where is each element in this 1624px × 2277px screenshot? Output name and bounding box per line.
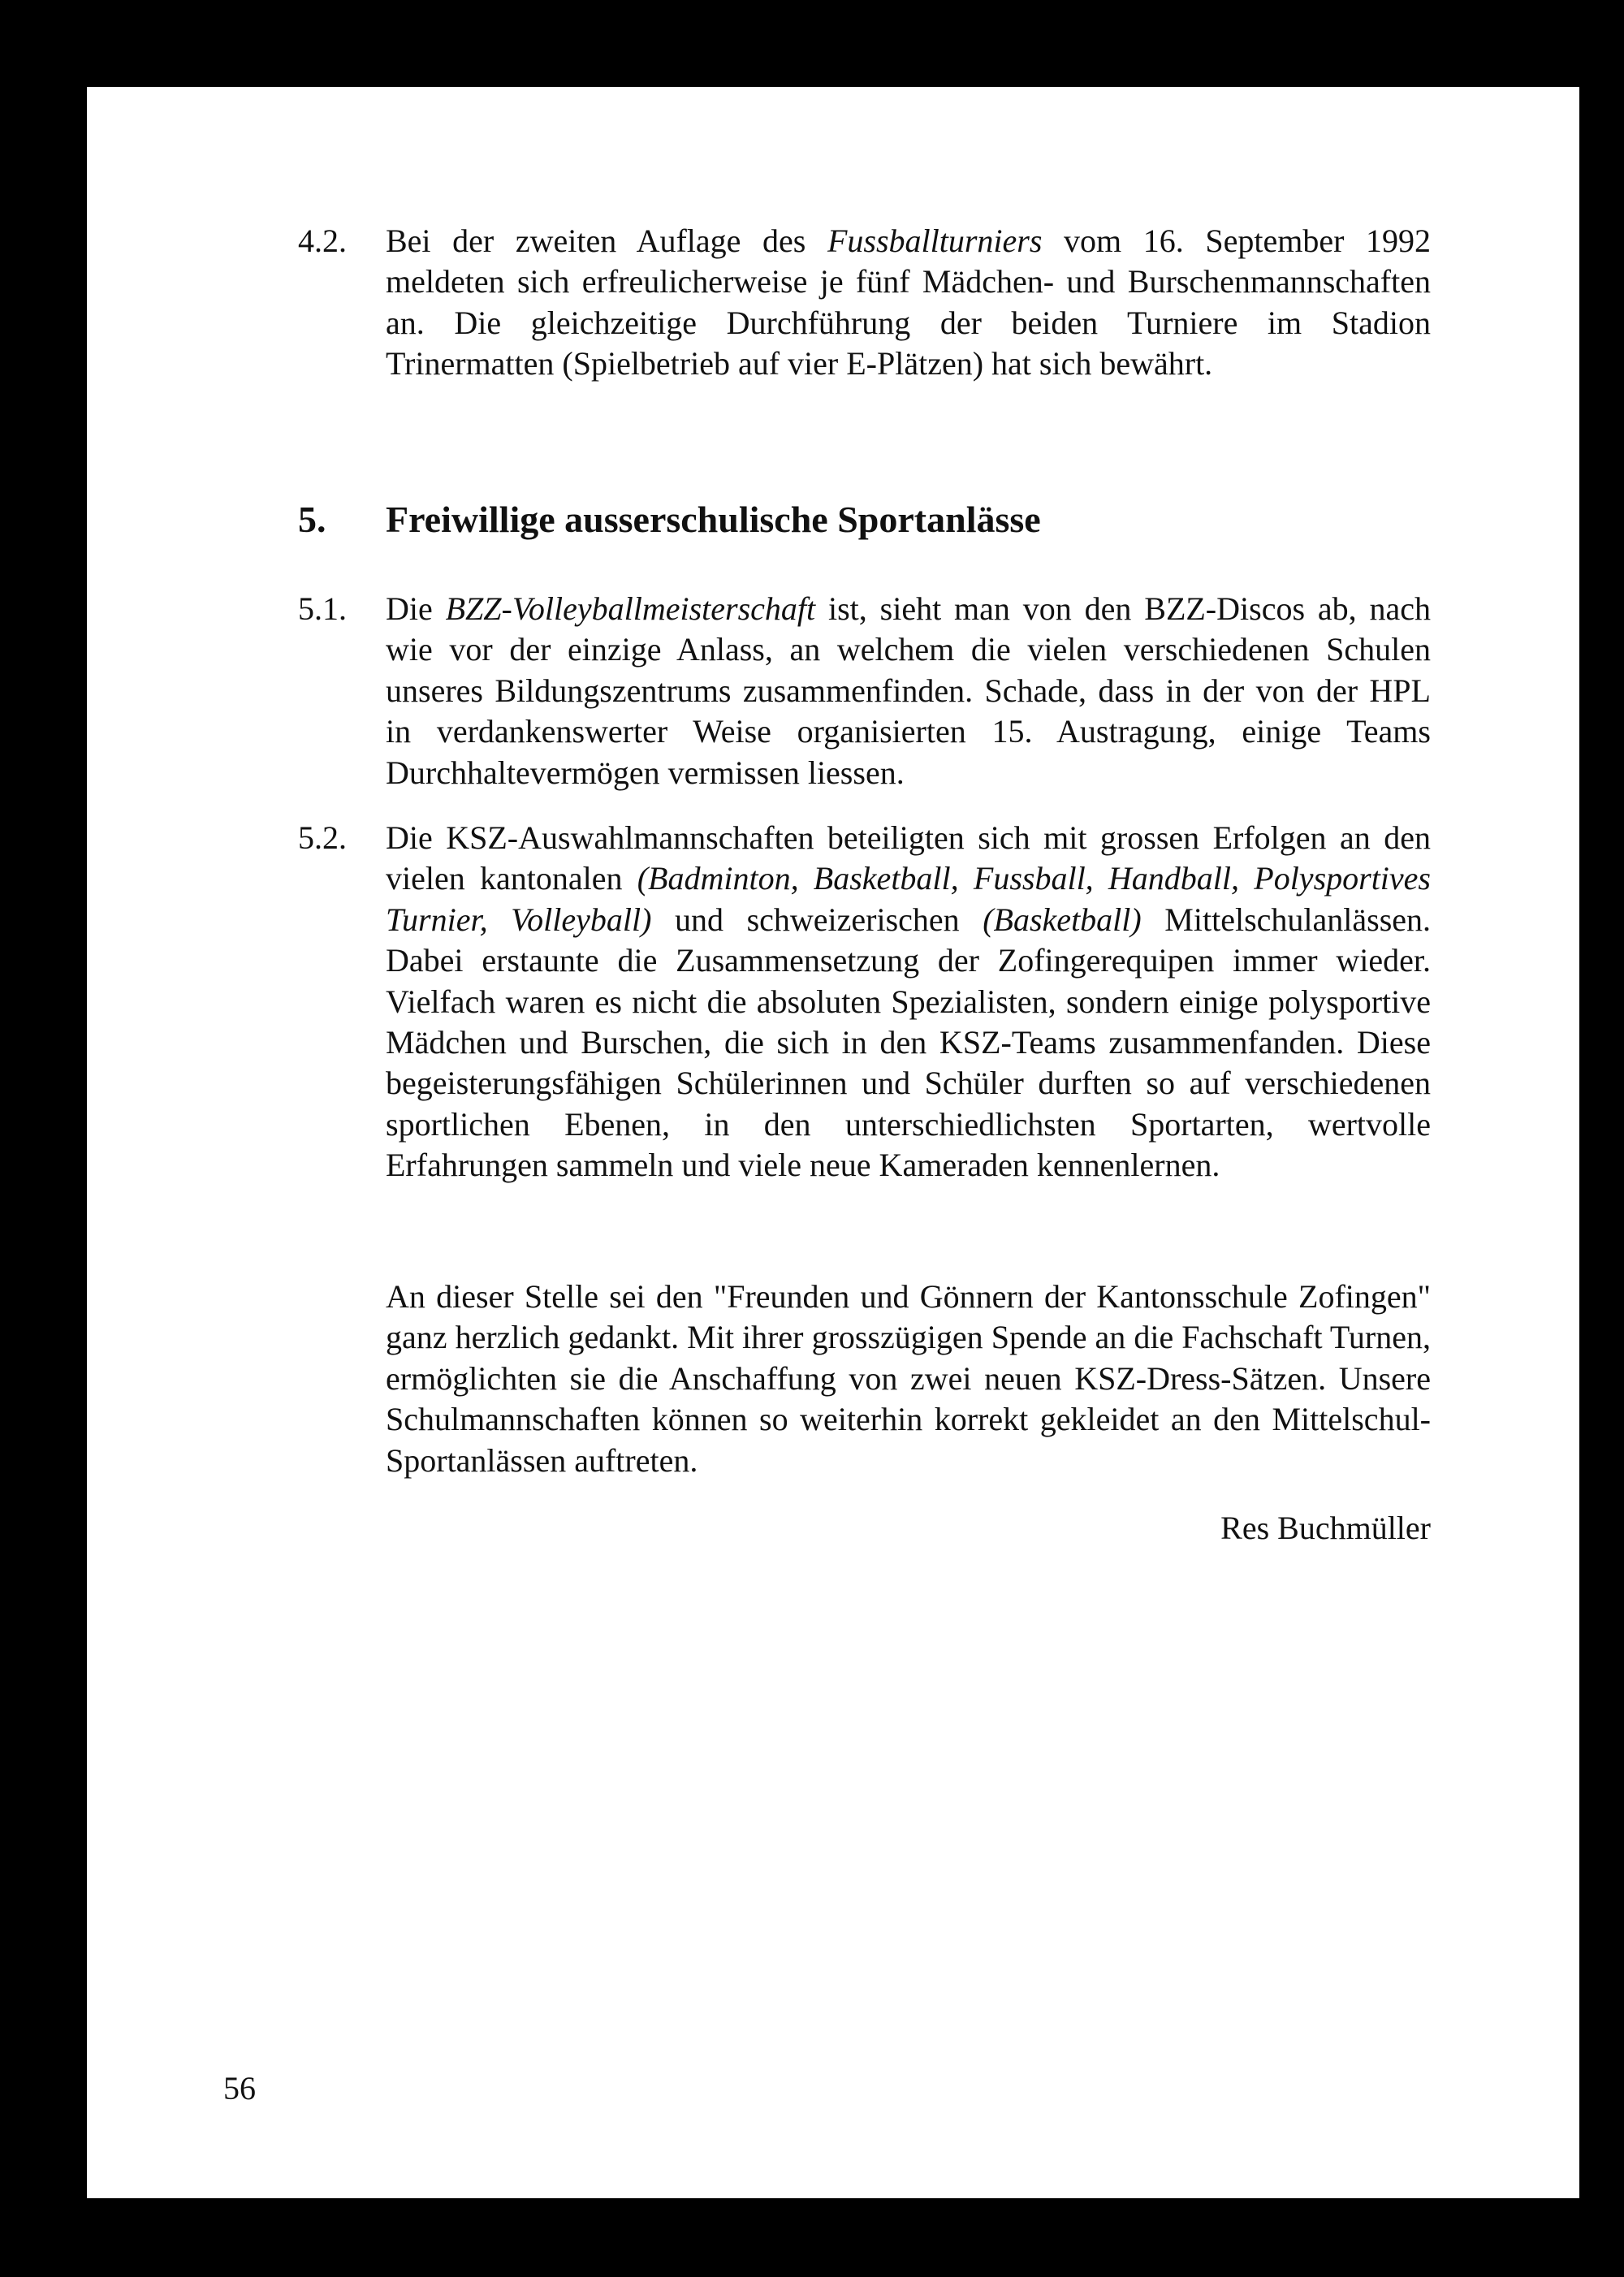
section-number: 5.2. [298,819,347,856]
section-5-heading [298,497,1431,542]
closing-paragraph: An dieser Stelle sei den "Freunden und Gönnern der Kantonsschule Zofingen" ganz herzlich gedankt. Mit ihrer grosszügigen Spende an die Fachschaft Turnen, ermöglichten sie die Anschaffung von zwei neuen KSZ-Dress-Sätzen. Unsere Schulmannschaften können so weiterhin korrekt gekleidet an den Mittelschul-Sportanlässen auftreten. [386,1278,1431,1479]
text-run: Die KSZ-Auswahlmannschaften beteiligten sich mit grossen Erfolgen an den vielen kantonalen [386,819,1431,897]
author-signature: Res Buchmüller [1220,1510,1431,1546]
section-number: 4.2. [298,223,347,259]
section-text [386,818,1431,1186]
section-4-2 [298,221,1431,385]
italic-run: (Badminton, Basketball, Fussball, Handball, Polysportives Turnier, Volleyball) [386,860,1431,938]
text-run: vom 16. September 1992 meldeten sich erfreulicherweise je fünf Mädchen- und Burschenmannschaften an. Die gleichzeitige Durchführung der beiden Turniere im Stadion Trinermatten (Spielbetrieb auf vier E-Plätzen) hat sich bewährt. [386,223,1432,382]
document-page [87,87,1579,2198]
text-run: Bei der zweiten Auflage des [386,223,827,259]
page-number: 56 [223,2070,256,2106]
text-run: Mittelschulanlässen. Dabei erstaunte die Zusammensetzung der Zofingerequipen immer wieder. Vielfach waren es nicht die absoluten Spezialisten, sondern einige polysportive Mädchen und Burschen, die sich in den KSZ-Teams zusammenfanden. Diese begeisterungsfähigen Schülerinnen und Schüler durften so auf verschiedenen sportlichen Ebenen, in den unterschiedlichsten Sportarten, wertvolle Erfahrungen sammeln und viele neue Kameraden kennenlernen. [386,901,1432,1184]
text-run: und schweizerischen [651,901,983,938]
heading-number: 5. [298,499,326,540]
italic-run: (Basketball) [983,901,1142,938]
section-number: 5.1. [298,590,347,627]
italic-run: Fussballturniers [827,223,1043,259]
section-text [386,221,1431,385]
text-run: Die [386,590,446,627]
section-text [386,589,1431,793]
italic-run: BZZ-Volleyballmeisterschaft [445,590,816,627]
section-5-1 [298,589,1431,793]
heading-title: Freiwillige ausserschulische Sportanlässe [386,499,1041,540]
section-5-2 [298,818,1431,1186]
text-run: ist, sieht man von den BZZ-Discos ab, nach wie vor der einzige Anlass, an welchem die vielen verschiedenen Schulen unseres Bildungszentrums zusammenfinden. Schade, dass in der von der HPL in verdankenswerter Weise organisierten 15. Austragung, einige Teams Durchhaltevermögen vermissen liessen. [386,590,1431,791]
